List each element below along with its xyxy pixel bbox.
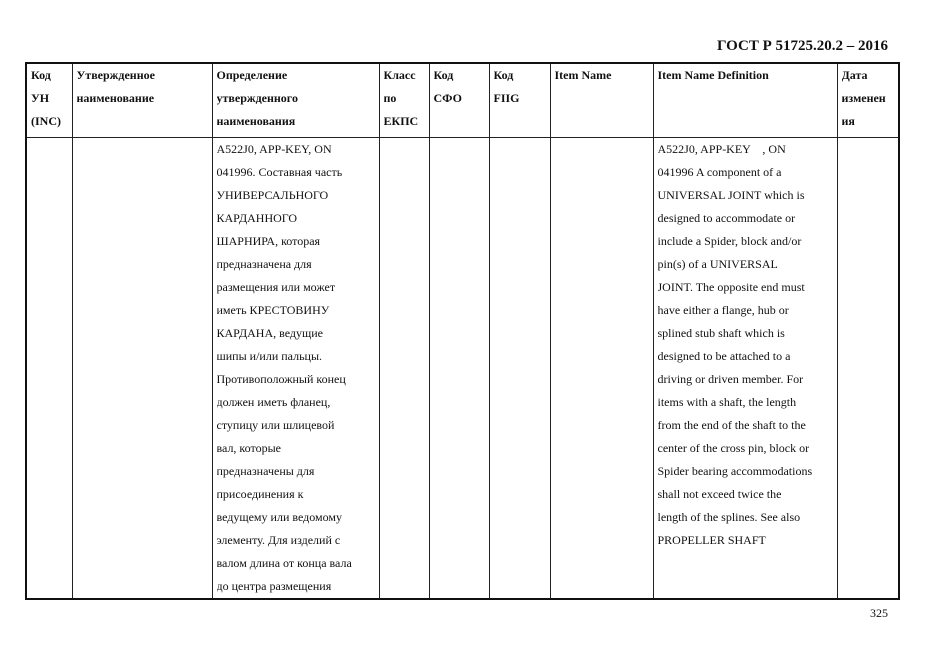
cell-line: Противоположный конец: [216, 372, 346, 386]
cell-line: вал, которые: [216, 441, 281, 455]
cell-line: designed to accommodate or: [657, 211, 796, 225]
header-line: наименования: [216, 114, 296, 128]
header-line: Дата: [841, 68, 868, 82]
header-approved-name: [72, 63, 212, 138]
header-line: Утвержденное: [76, 68, 155, 82]
cell-line: размещения или может: [216, 280, 336, 294]
cell-line: ступицу или шлицевой: [216, 418, 335, 432]
cell-line: ШАРНИРА, которая: [216, 234, 321, 248]
cell-line: валом длина от конца вала: [216, 556, 352, 570]
header-line: Код: [433, 68, 454, 82]
cell-line: 041996. Составная часть: [216, 165, 343, 179]
cell-line: have either a flange, hub or: [657, 303, 789, 317]
cell-line: КАРДАННОГО: [216, 211, 298, 225]
cell-item-name: [550, 138, 653, 600]
header-line: Определение: [216, 68, 288, 82]
cell-line: driving or driven member. For: [657, 372, 804, 386]
header-inc: [26, 63, 72, 138]
header-change-date: [837, 63, 899, 138]
header-line: утвержденного: [216, 91, 298, 105]
cell-line: присоединения к: [216, 487, 304, 501]
cell-line: 041996 A component of a: [657, 165, 782, 179]
cell-line: КАРДАНА, ведущие: [216, 326, 323, 340]
cell-ekps-class: [379, 138, 429, 600]
cell-line: UNIVERSAL JOINT which is: [657, 188, 805, 202]
cell-line: from the end of the shaft to the: [657, 418, 806, 432]
cell-line: Spider bearing accommodations: [657, 464, 813, 478]
header-line: Item Name Definition: [657, 68, 769, 82]
table-row: [26, 138, 899, 600]
cell-line: A522J0, APP-KEY, ON: [216, 142, 332, 156]
cell-line: center of the cross pin, block or: [657, 441, 810, 455]
cell-change-date: [837, 138, 899, 600]
cell-line: предназначена для: [216, 257, 312, 271]
header-item-name: [550, 63, 653, 138]
cell-line: шипы и/или пальцы.: [216, 349, 323, 363]
header-line: наименование: [76, 91, 155, 105]
header-line: ия: [841, 114, 855, 128]
header-line: (INC): [31, 114, 61, 128]
header-line: FIIG: [493, 91, 520, 105]
header-line: УН: [31, 91, 50, 105]
cell-fiig-code: [489, 138, 550, 600]
cell-line: shall not exceed twice the: [657, 487, 782, 501]
cell-line: предназначены для: [216, 464, 315, 478]
cell-approved-name: [72, 138, 212, 600]
header-line: ЕКПС: [383, 114, 419, 128]
header-line: Код: [493, 68, 514, 82]
header-approved-definition: [212, 63, 379, 138]
header-line: Item Name: [554, 68, 612, 82]
header-fiig-code: [489, 63, 550, 138]
header-item-name-definition: [653, 63, 837, 138]
header-ekps-class: [379, 63, 429, 138]
cell-inc: [26, 138, 72, 600]
cell-line: splined stub shaft which is: [657, 326, 785, 340]
header-line: Код: [31, 68, 51, 82]
cell-line: JOINT. The opposite end must: [657, 280, 805, 294]
cell-line: элементу. Для изделий с: [216, 533, 341, 547]
cell-line: designed to be attached to a: [657, 349, 791, 363]
cell-item-name-definition: [653, 138, 837, 600]
header-line: Класс: [383, 68, 416, 82]
cell-line: items with a shaft, the length: [657, 395, 797, 409]
cell-line: include a Spider, block and/or: [657, 234, 802, 248]
cell-line: pin(s) of a UNIVERSAL: [657, 257, 778, 271]
header-sfo-code: [429, 63, 489, 138]
nomenclature-table: [25, 62, 900, 600]
cell-line: A522J0, APP-KEY , ON: [657, 142, 786, 156]
header-line: изменен: [841, 91, 886, 105]
page-number: 325: [870, 606, 888, 620]
table-header-row: [26, 63, 899, 138]
cell-line: PROPELLER SHAFT: [657, 533, 766, 547]
cell-line: до центра размещения: [216, 579, 332, 593]
header-line: по: [383, 91, 397, 105]
cell-line: length of the splines. See also: [657, 510, 801, 524]
cell-sfo-code: [429, 138, 489, 600]
cell-approved-definition: [212, 138, 379, 600]
cell-line: иметь КРЕСТОВИНУ: [216, 303, 330, 317]
cell-line: УНИВЕРСАЛЬНОГО: [216, 188, 329, 202]
header-line: СФО: [433, 91, 462, 105]
cell-line: ведущему или ведомому: [216, 510, 342, 524]
document-code: ГОСТ Р 51725.20.2 – 2016: [716, 38, 888, 54]
cell-line: должен иметь фланец,: [216, 395, 331, 409]
